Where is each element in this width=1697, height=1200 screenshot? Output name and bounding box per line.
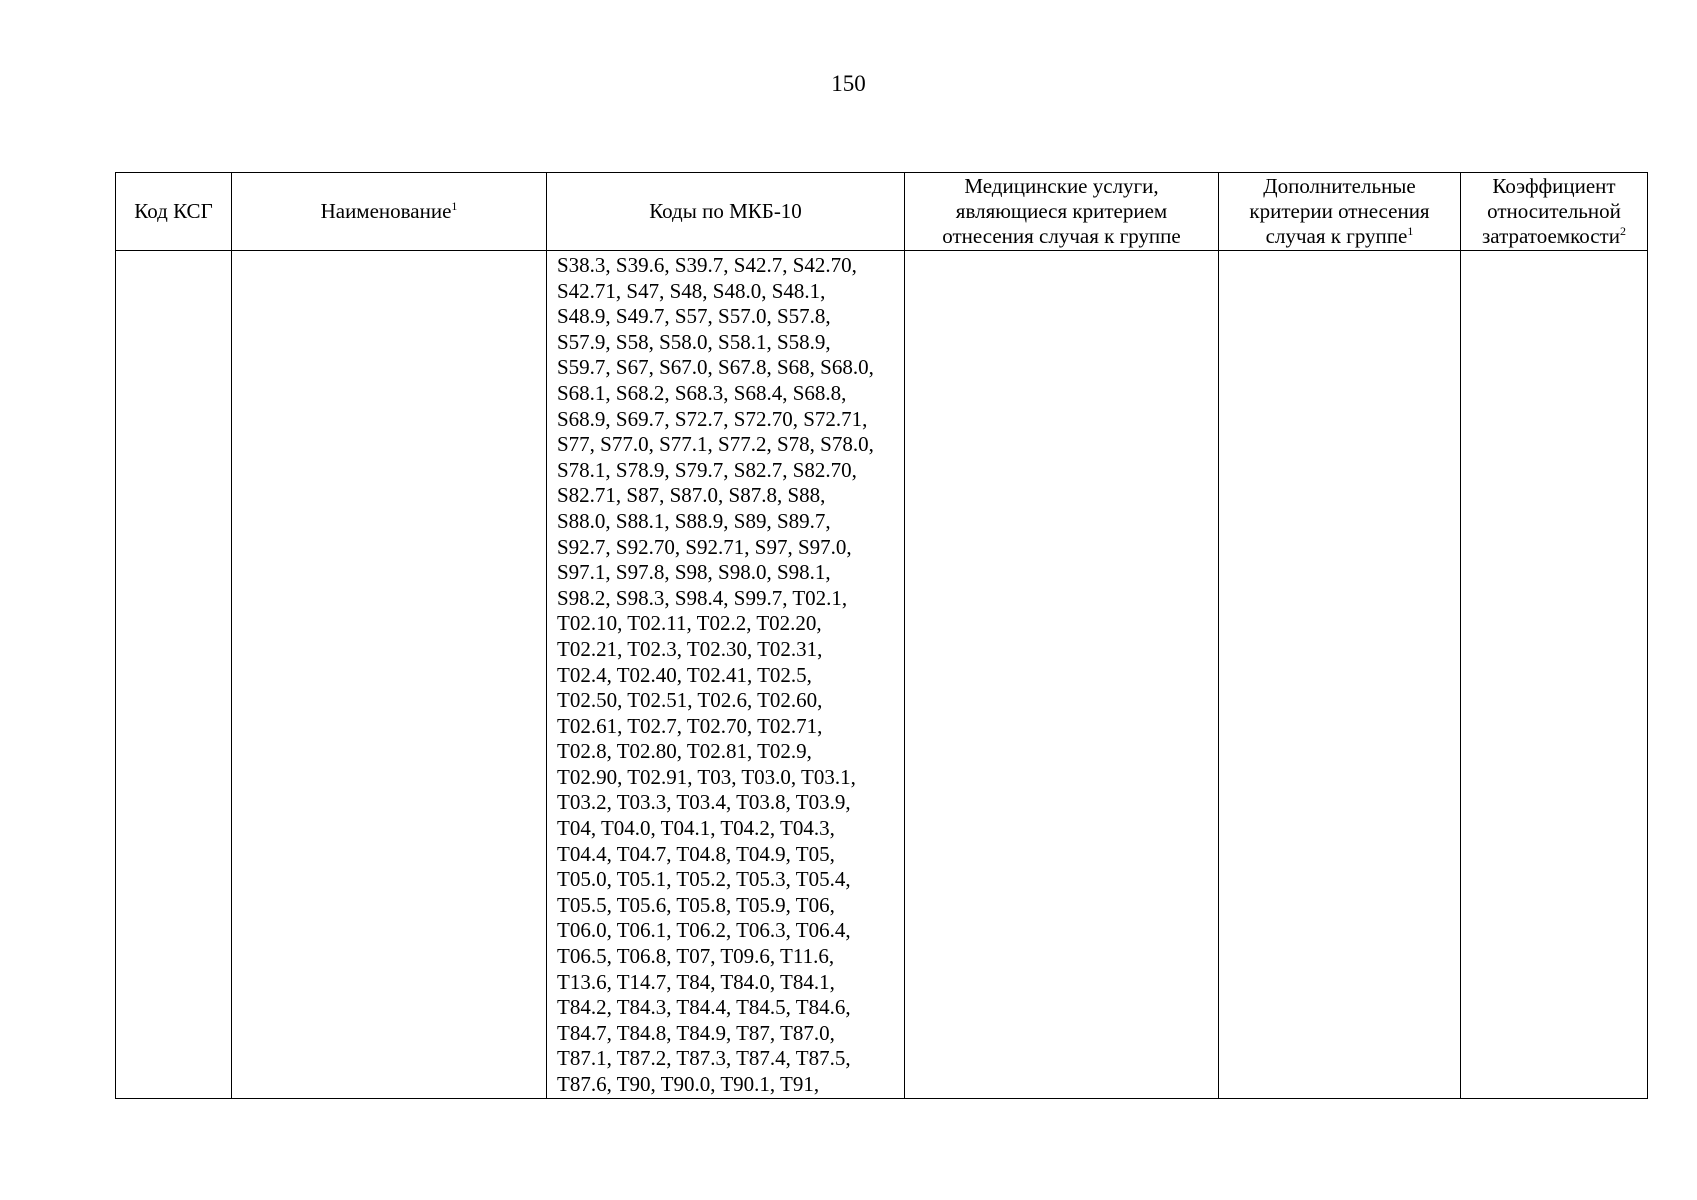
footnote-mark: 1: [451, 199, 458, 213]
ksg-table: [115, 172, 1648, 1099]
mkb-codes-line: T02.61, T02.7, T02.70, T02.71,: [557, 713, 823, 738]
header-additional-criteria: Дополнительные критерии отнесения случая к группе$^1$: [1219, 173, 1461, 251]
mkb-codes-line: S82.71, S87, S87.0, S87.8, S88,: [557, 483, 826, 508]
mkb-codes-line: S59.7, S67, S67.0, S67.8, S68, S68.0,: [557, 355, 874, 380]
table-header-row: [116, 173, 1648, 251]
mkb-codes-line: S92.7, S92.70, S92.71, S97, S97.0,: [557, 534, 852, 559]
mkb-codes-line: T02.90, T02.91, T03, T03.0, T03.1,: [557, 764, 856, 789]
mkb-codes-line: T13.6, T14.7, T84, T84.0, T84.1,: [557, 969, 835, 994]
footnote-mark: 1: [1407, 224, 1414, 238]
cell-medical-services: [905, 251, 1219, 1099]
mkb-codes-line: T84.2, T84.3, T84.4, T84.5, T84.6,: [557, 995, 851, 1020]
cell-name: [232, 251, 547, 1099]
mkb-codes-line: T02.8, T02.80, T02.81, T02.9,: [557, 739, 812, 764]
mkb-codes-line: S68.1, S68.2, S68.3, S68.4, S68.8,: [557, 380, 847, 405]
mkb-codes-line: T05.5, T05.6, T05.8, T05.9, T06,: [557, 892, 835, 917]
mkb-codes-line: T87.6, T90, T90.0, T90.1, T91,: [557, 1072, 820, 1096]
mkb-codes-line: S68.9, S69.7, S72.7, S72.70, S72.71,: [557, 406, 868, 431]
mkb-codes-line: T02.50, T02.51, T02.6, T02.60,: [557, 688, 823, 713]
mkb-codes-line: S38.3, S39.6, S39.7, S42.7, S42.70,: [557, 253, 857, 277]
mkb-codes-line: S48.9, S49.7, S57, S57.0, S57.8,: [557, 304, 831, 329]
mkb-codes-line: T02.10, T02.11, T02.2, T02.20,: [557, 611, 822, 636]
cell-ksg-code: [116, 251, 232, 1099]
cell-additional-criteria: [1219, 251, 1461, 1099]
mkb-codes-line: T87.1, T87.2, T87.3, T87.4, T87.5,: [557, 1046, 851, 1071]
mkb-codes-line: T06.0, T06.1, T06.2, T06.3, T06.4,: [557, 918, 851, 943]
table-row: [116, 251, 1648, 1099]
header-cost-coefficient: Коэффициент относительной затратоемкости$^2$: [1461, 173, 1648, 251]
mkb-codes-line: S57.9, S58, S58.0, S58.1, S58.9,: [557, 329, 831, 354]
mkb-codes-line: T02.4, T02.40, T02.41, T02.5,: [557, 662, 812, 687]
header-mkb-codes: Коды по МКБ-10: [547, 173, 905, 251]
mkb-codes-line: S42.71, S47, S48, S48.0, S48.1,: [557, 278, 826, 303]
mkb-codes-line: T04, T04.0, T04.1, T04.2, T04.3,: [557, 816, 835, 841]
header-ksg-code: Код КСГ: [116, 173, 232, 251]
mkb-codes-line: T02.21, T02.3, T02.30, T02.31,: [557, 636, 823, 661]
footnote-mark: 2: [1619, 224, 1626, 238]
cell-mkb-codes: [547, 251, 905, 1099]
mkb-codes-line: T05.0, T05.1, T05.2, T05.3, T05.4,: [557, 867, 851, 892]
cell-cost-coefficient: [1461, 251, 1648, 1099]
mkb-codes-line: S77, S77.0, S77.1, S77.2, S78, S78.0,: [557, 432, 874, 457]
mkb-codes-line: S97.1, S97.8, S98, S98.0, S98.1,: [557, 560, 831, 585]
mkb-codes-line: T03.2, T03.3, T03.4, T03.8, T03.9,: [557, 790, 851, 815]
mkb-codes-line: T84.7, T84.8, T84.9, T87, T87.0,: [557, 1020, 835, 1045]
header-medical-services: Медицинские услуги, являющиеся критерием отнесения случая к группе: [905, 173, 1219, 251]
mkb-codes-line: T06.5, T06.8, T07, T09.6, T11.6,: [557, 944, 835, 969]
header-name: Наименование$^1$: [232, 173, 547, 251]
mkb-codes-line: S98.2, S98.3, S98.4, S99.7, T02.1,: [557, 585, 848, 610]
mkb-codes-line: S78.1, S78.9, S79.7, S82.7, S82.70,: [557, 457, 857, 482]
mkb-codes-line: T04.4, T04.7, T04.8, T04.9, T05,: [557, 841, 835, 866]
mkb-codes-line: S88.0, S88.1, S88.9, S89, S89.7,: [557, 508, 831, 533]
page-number: 150: [831, 71, 866, 96]
